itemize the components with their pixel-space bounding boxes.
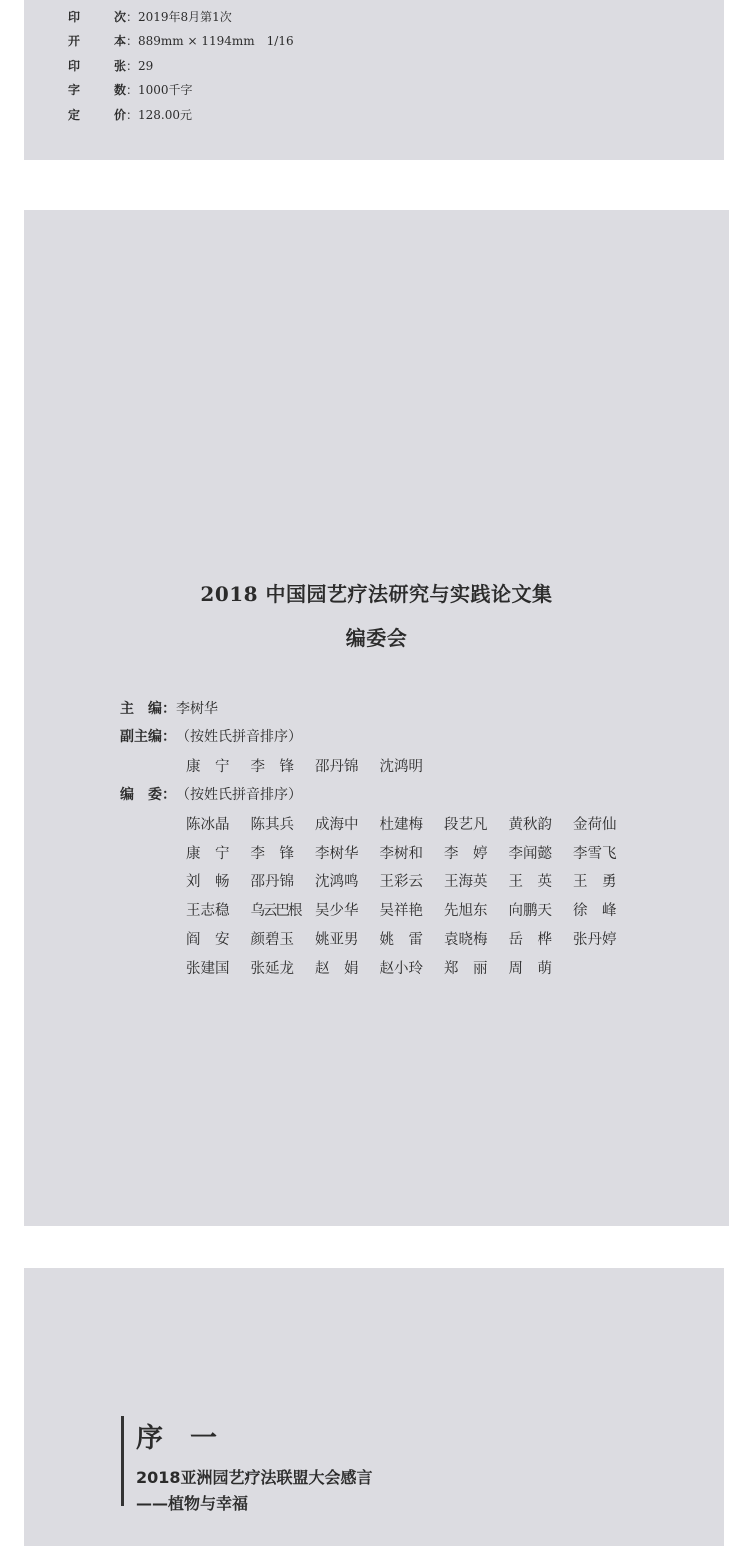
person-name: 王海英 xyxy=(444,874,488,890)
copyright-info xyxy=(68,4,294,127)
deputy-editor-names xyxy=(186,755,444,776)
info-label-char: 本 xyxy=(113,34,126,49)
preface-subtitle-2: ——植物与幸福 xyxy=(136,1494,249,1513)
person-name: 杜建梅 xyxy=(379,817,423,833)
preface-page xyxy=(24,1268,724,1546)
info-value: ：889mm × 1194mm 1/16 xyxy=(126,34,294,49)
chief-editor-line xyxy=(120,698,218,718)
person-name: 沈鸿明 xyxy=(379,759,423,775)
members-line xyxy=(120,784,302,804)
person-name: 李树华 xyxy=(315,846,359,862)
person-name: 李雪飞 xyxy=(573,846,617,862)
person-name: 黄秋韵 xyxy=(508,817,552,833)
info-label-char: 印 xyxy=(68,9,81,24)
deputy-editor-line xyxy=(120,726,302,746)
person-name: 李 婷 xyxy=(444,846,488,862)
person-name: 王彩云 xyxy=(379,874,423,890)
person-name: 康 宁 xyxy=(186,846,230,862)
person-name: 康 宁 xyxy=(186,759,230,775)
info-row-print xyxy=(68,4,294,29)
person-name: 陈其兵 xyxy=(250,817,294,833)
preface-title: 序 一 xyxy=(136,1423,217,1454)
deputy-editor-note: （按姓氏拼音排序） xyxy=(176,729,302,745)
info-value: ：1000千字 xyxy=(126,83,193,98)
info-label-char: 张 xyxy=(113,58,126,73)
info-label-char: 数 xyxy=(113,83,126,98)
person-name: 阎 安 xyxy=(186,932,230,948)
person-name: 王 勇 xyxy=(573,874,617,890)
info-label-char: 次 xyxy=(113,9,126,24)
person-name: 徐 峰 xyxy=(573,903,617,919)
info-value: ：2019年8月第1次 xyxy=(126,9,232,24)
info-row-wordcount xyxy=(68,78,294,103)
person-name: 陈冰晶 xyxy=(186,817,230,833)
preface-accent-bar xyxy=(121,1416,124,1506)
person-name: 袁晓梅 xyxy=(444,932,488,948)
person-name: 赵小玲 xyxy=(379,961,423,977)
person-name: 李闻懿 xyxy=(508,846,552,862)
person-name: 李 锋 xyxy=(250,846,294,862)
person-name: 周 萌 xyxy=(508,961,552,977)
members-row xyxy=(186,928,638,949)
members-row xyxy=(186,957,573,978)
person-name: 先旭东 xyxy=(444,903,488,919)
person-name: 吴祥艳 xyxy=(379,903,423,919)
info-label-char: 印 xyxy=(68,58,81,73)
person-name: 李 锋 xyxy=(250,759,294,775)
person-name: 邵丹锦 xyxy=(315,759,359,775)
copyright-page xyxy=(24,0,724,160)
person-name: 颜碧玉 xyxy=(250,932,294,948)
person-name: 张丹婷 xyxy=(573,932,617,948)
members-row xyxy=(186,813,638,834)
person-name: 郑 丽 xyxy=(444,961,488,977)
info-label-char: 价 xyxy=(113,107,126,122)
person-name: 成海中 xyxy=(315,817,359,833)
preface-subtitle: 2018亚洲园艺疗法联盟大会感言 xyxy=(136,1468,373,1487)
person-name: 姚 雷 xyxy=(379,932,423,948)
person-name: 岳 桦 xyxy=(508,932,552,948)
info-value: ：128.00元 xyxy=(126,107,192,122)
person-name: 吴少华 xyxy=(315,903,359,919)
members-row xyxy=(186,842,638,863)
members-row xyxy=(186,899,638,920)
person-name: 李树和 xyxy=(379,846,423,862)
person-name: 段艺凡 xyxy=(444,817,488,833)
person-name: 刘 畅 xyxy=(186,874,230,890)
info-label-char: 定 xyxy=(68,107,81,122)
editorial-board-page xyxy=(24,210,729,1226)
deputy-editor-label: 副主编： xyxy=(120,729,176,745)
person-name: 沈鸿鸣 xyxy=(315,874,359,890)
person-name: 王 英 xyxy=(508,874,552,890)
person-name: 邵丹锦 xyxy=(250,874,294,890)
book-title: 2018 中国园艺疗法研究与实践论文集 xyxy=(200,582,553,606)
members-note: （按姓氏拼音排序） xyxy=(176,787,302,803)
info-value: ：29 xyxy=(126,58,154,73)
person-name: 姚亚男 xyxy=(315,932,359,948)
person-name: 张建国 xyxy=(186,961,230,977)
info-label-char: 开 xyxy=(68,34,81,49)
person-name: 张延龙 xyxy=(250,961,294,977)
person-name: 王志稳 xyxy=(186,903,230,919)
info-row-price xyxy=(68,102,294,127)
chief-editor-name: 李树华 xyxy=(176,701,218,717)
members-label: 编 委： xyxy=(120,787,176,803)
person-name: 赵 娟 xyxy=(315,961,359,977)
info-label-char: 字 xyxy=(68,83,81,98)
info-row-sheets xyxy=(68,53,294,78)
members-row xyxy=(186,870,638,891)
info-row-format xyxy=(68,29,294,54)
person-name: 乌云巴根 xyxy=(250,903,301,919)
person-name: 向鹏天 xyxy=(508,903,552,919)
board-heading: 编委会 xyxy=(345,626,408,650)
chief-editor-label: 主 编： xyxy=(120,701,176,717)
person-name: 金荷仙 xyxy=(573,817,617,833)
